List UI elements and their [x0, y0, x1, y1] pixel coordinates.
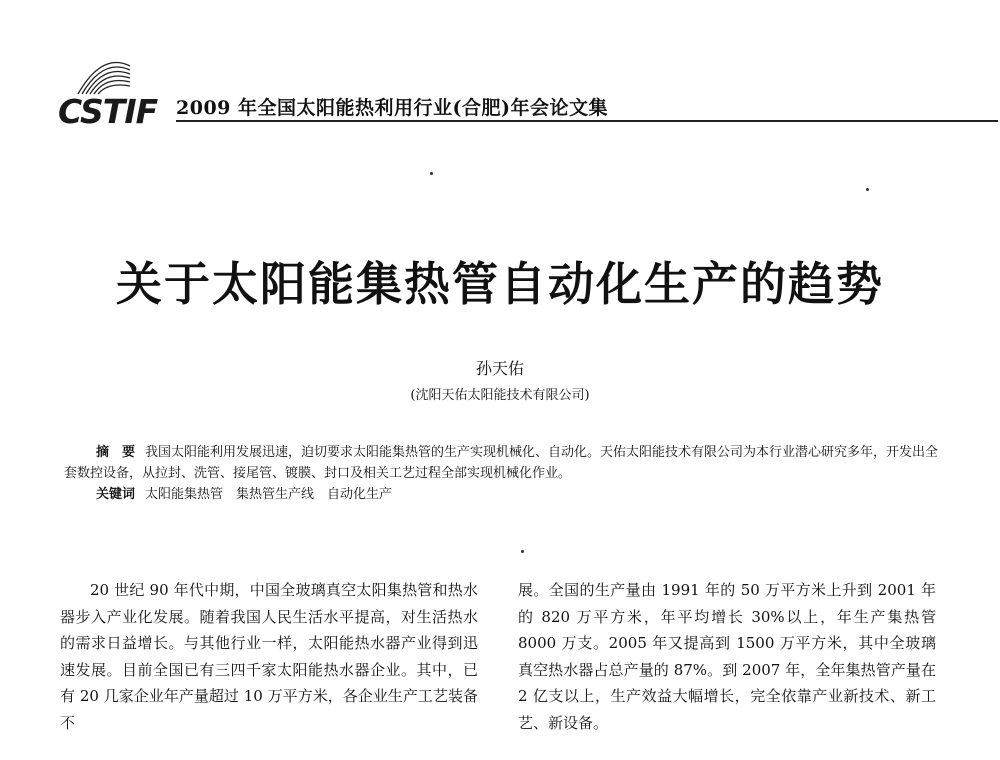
proceedings-title: 2009 年全国太阳能热利用行业(合肥)年会论文集	[176, 97, 608, 119]
body-paragraph: 20 世纪 90 年代中期，中国全玻璃真空太阳集热管和热水器步入产业化发展。随着我国人民生活水平提高，对生活热水的需求日益增长。与其他行业一样，太阳能热水器产业得到迅速发展。目前全国已有三四千家太阳能热水器企业。其中，已有 20 几家企业年产量超过 10 万平方米，各企业生产工艺装备不	[60, 581, 478, 732]
abstract-text: 我国太阳能利用发展迅速，迫切要求太阳能集热管的生产实现机械化、自动化。天佑太阳能技术有限公司为本行业潜心研究多年，开发出全套数控设备，从拉封、洗管、接尾管、镀膜、封口及相关工艺过程全部实现机械化作业。	[64, 445, 939, 481]
paper-title: 关于太阳能集热管自动化生产的趋势	[116, 257, 884, 311]
scan-speck	[521, 550, 524, 553]
logo-wordmark: CSTIF	[58, 92, 158, 131]
abstract-block	[64, 442, 940, 505]
abstract-paragraph	[64, 442, 940, 484]
keywords-label: 关键词	[96, 487, 136, 502]
body-column-right	[518, 577, 936, 736]
header-divider	[176, 120, 998, 122]
author-name: 孙天佑	[475, 359, 524, 378]
cstif-logo	[58, 56, 178, 131]
scan-speck	[866, 188, 869, 191]
body-paragraph: 展。全国的生产量由 1991 年的 50 万平方米上升到 2001 年的 820 万平方米，年平均增长 30%以上，年生产集热管 8000 万支。2005 年又提高到 1500 万平方米，其中全玻璃真空热水器占总产量的 87%。到 2007 年，全年集热管产量在 2 亿支以上，生产效益大幅增长，完全依靠产业新技术、新工艺、新设备。	[518, 581, 936, 732]
body-column-left	[60, 577, 478, 736]
author-affiliation: (沈阳天佑太阳能技术有限公司)	[410, 388, 590, 403]
keywords-text: 太阳能集热管 集热管生产线 自动化生产	[145, 487, 393, 502]
sunrise-arcs-icon	[72, 56, 132, 96]
keywords-line	[64, 484, 940, 505]
proceedings-header	[58, 56, 1000, 136]
scan-speck	[430, 172, 433, 175]
abstract-label: 摘 要	[96, 445, 136, 460]
